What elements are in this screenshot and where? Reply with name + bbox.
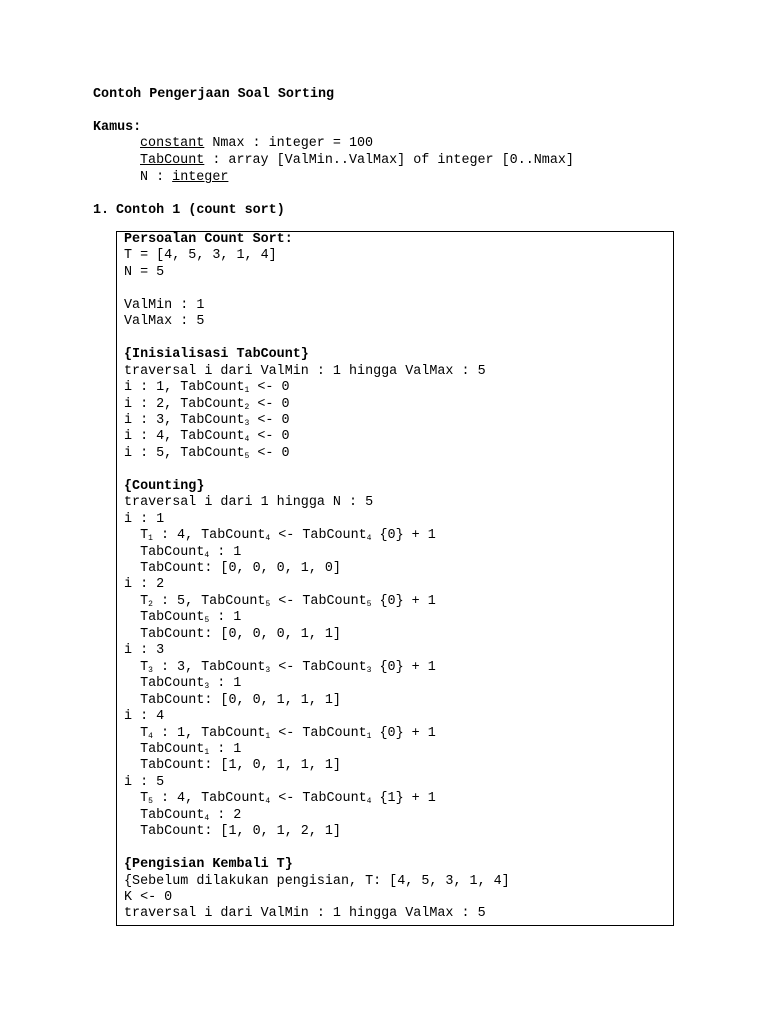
subscript-index: 5 — [244, 451, 250, 461]
code-text: <- TabCount — [270, 725, 367, 741]
code-line: TabCount: [0, 0, 1, 1, 1] — [124, 692, 341, 708]
code-line — [124, 446, 290, 463]
count-sort-box — [116, 231, 674, 926]
code-line — [124, 429, 290, 446]
code-line — [124, 610, 241, 627]
subscript-index: 4 — [366, 797, 372, 807]
code-line: i : 5 — [124, 774, 165, 790]
code-line: ValMax : 5 — [124, 314, 205, 330]
code-text: i : 3, TabCount — [124, 412, 245, 428]
code-text: : 1 — [209, 741, 242, 757]
subscript-index: 4 — [265, 534, 271, 544]
section-1-title: Contoh 1 (count sort) — [116, 203, 285, 218]
code-text: i : 4, TabCount — [124, 429, 245, 445]
section-1-number: 1. — [93, 203, 110, 218]
code-line: Persoalan Count Sort: — [124, 232, 293, 247]
code-line — [124, 808, 241, 825]
code-text: <- 0 — [249, 412, 290, 428]
subscript-index: 1 — [265, 731, 271, 741]
code-text: : 1, TabCount — [152, 725, 266, 741]
subscript-index: 2 — [244, 402, 250, 412]
code-text: TabCount — [124, 807, 205, 823]
code-line: N = 5 — [124, 264, 165, 280]
code-line: {Counting} — [124, 478, 205, 494]
code-text: <- 0 — [249, 380, 290, 396]
subscript-index: 1 — [148, 534, 153, 544]
code-line: TabCount: [1, 0, 1, 2, 1] — [124, 824, 341, 840]
kamus-heading: Kamus: — [93, 120, 142, 135]
code-line — [124, 660, 436, 677]
code-line: {Pengisian Kembali T} — [124, 857, 293, 873]
code-text: : 4, TabCount — [152, 528, 266, 544]
code-line — [124, 528, 436, 545]
kamus-line-n — [140, 170, 228, 187]
subscript-index: 1 — [244, 386, 250, 396]
code-line: {Inisialisasi TabCount} — [124, 347, 309, 363]
code-text: T — [124, 659, 149, 675]
code-text: T — [124, 593, 149, 609]
subscript-index: 3 — [148, 665, 153, 675]
code-line: i : 4 — [124, 709, 165, 725]
subscript-index: 4 — [204, 550, 210, 560]
code-text: {0} + 1 — [371, 593, 436, 609]
keyword-tabcount: TabCount — [140, 153, 205, 168]
code-text: : 1 — [209, 610, 242, 626]
code-text: i : 5, TabCount — [124, 445, 245, 461]
subscript-index: 5 — [148, 797, 153, 807]
code-text: <- 0 — [249, 445, 290, 461]
code-text: TabCount — [124, 676, 205, 692]
subscript-index: 5 — [366, 599, 372, 609]
code-text: : 1 — [209, 676, 242, 692]
code-text: i : 1, TabCount — [124, 380, 245, 396]
code-text: <- TabCount — [270, 593, 367, 609]
subscript-index: 4 — [366, 534, 372, 544]
code-text: <- TabCount — [270, 528, 367, 544]
code-text: : 3, TabCount — [152, 659, 266, 675]
code-line — [124, 726, 436, 743]
keyword-constant: constant — [140, 136, 205, 151]
subscript-index: 4 — [244, 435, 250, 445]
code-text: <- 0 — [249, 396, 290, 412]
code-text: <- 0 — [249, 429, 290, 445]
subscript-index: 5 — [265, 599, 271, 609]
subscript-index: 3 — [366, 665, 372, 675]
subscript-index: 5 — [204, 616, 210, 626]
code-line: TabCount: [0, 0, 0, 1, 0] — [124, 561, 341, 576]
kamus-line-n-pre: N : — [140, 170, 173, 185]
code-text: TabCount — [124, 741, 205, 757]
code-text: TabCount — [124, 610, 205, 626]
code-text: <- TabCount — [270, 659, 367, 675]
kamus-line-tabcount — [140, 153, 574, 170]
subscript-index: 3 — [244, 418, 250, 428]
code-line — [124, 397, 290, 414]
code-line: TabCount: [0, 0, 0, 1, 1] — [124, 626, 341, 642]
code-line — [124, 594, 436, 611]
code-line: T = [4, 5, 3, 1, 4] — [124, 248, 277, 264]
kamus-line-tabcount-rest: : array [ValMin..ValMax] of integer [0..Nmax] — [204, 153, 574, 168]
kamus-line-nmax — [140, 136, 373, 153]
code-line — [124, 791, 436, 808]
page-title: Contoh Pengerjaan Soal Sorting — [93, 87, 335, 102]
code-text: {0} + 1 — [371, 659, 436, 675]
code-line — [124, 380, 290, 397]
code-text: TabCount — [124, 544, 205, 560]
code-line: ValMin : 1 — [124, 297, 205, 313]
code-text: i : 2, TabCount — [124, 396, 245, 412]
code-line — [124, 676, 241, 693]
code-line: K <- 0 — [124, 890, 173, 905]
code-line: {Sebelum dilakukan pengisian, T: [4, 5, 3, 1, 4] — [124, 873, 510, 889]
code-line — [124, 742, 241, 759]
code-text: T — [124, 725, 149, 741]
code-line: traversal i dari 1 hingga N : 5 — [124, 495, 374, 511]
subscript-index: 1 — [366, 731, 372, 741]
code-text: <- TabCount — [270, 791, 367, 807]
code-line: i : 2 — [124, 577, 165, 593]
subscript-index: 2 — [148, 599, 153, 609]
code-text: : 1 — [209, 544, 242, 560]
subscript-index: 3 — [265, 665, 271, 675]
code-text: : 2 — [209, 807, 242, 823]
subscript-index: 4 — [204, 813, 210, 823]
code-line — [124, 413, 290, 430]
subscript-index: 4 — [265, 797, 271, 807]
code-line: i : 1 — [124, 511, 165, 527]
code-line: traversal i dari ValMin : 1 hingga ValMax : 5 — [124, 363, 486, 379]
code-text: T — [124, 528, 149, 544]
code-text: : 4, TabCount — [152, 791, 266, 807]
code-line: i : 3 — [124, 643, 165, 659]
subscript-index: 1 — [204, 747, 210, 757]
code-text: {0} + 1 — [371, 528, 436, 544]
kamus-line-nmax-rest: Nmax : integer = 100 — [204, 136, 374, 151]
code-line: TabCount: [1, 0, 1, 1, 1] — [124, 758, 341, 774]
code-line: traversal i dari ValMin : 1 hingga ValMax : 5 — [124, 906, 486, 922]
code-text: {0} + 1 — [371, 725, 436, 741]
code-line — [124, 545, 241, 562]
keyword-integer: integer — [172, 170, 229, 185]
code-text: T — [124, 791, 149, 807]
code-text: : 5, TabCount — [152, 593, 266, 609]
subscript-index: 4 — [148, 731, 153, 741]
code-text: {1} + 1 — [371, 791, 436, 807]
subscript-index: 3 — [204, 682, 210, 692]
